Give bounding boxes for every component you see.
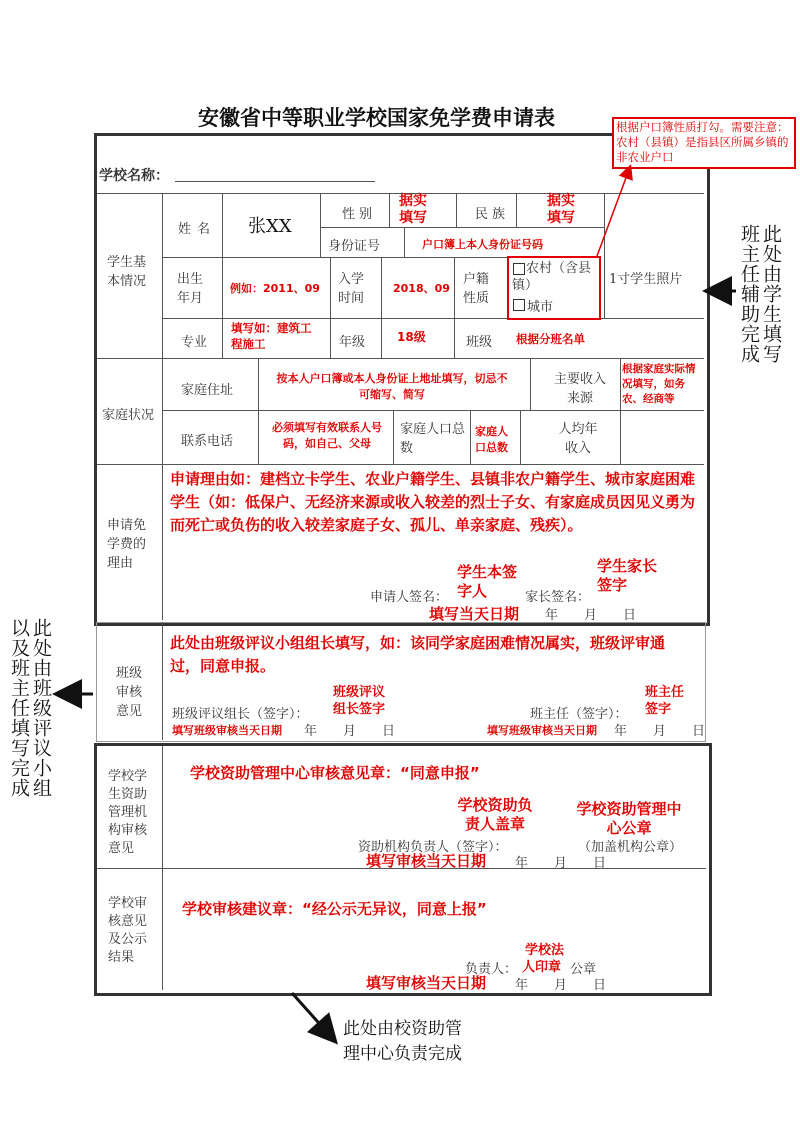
- bottom-annotation: 此处由校资助管理中心负责完成: [343, 1019, 462, 1064]
- left-annotation: 此处由班级评议小组以及班主任填写完成: [8, 618, 52, 798]
- photo-placeholder[interactable]: 1寸学生照片: [609, 272, 683, 287]
- student-section-label: 学生基本情况: [107, 255, 147, 289]
- reason-section-label: 申请免学费的理由: [107, 518, 147, 571]
- enroll-value[interactable]: 2018、09: [393, 282, 450, 295]
- birth-label: 出生年月: [177, 272, 204, 306]
- city-option: 城市: [527, 300, 554, 315]
- school-date-hint[interactable]: 填写审核当天日期: [366, 974, 487, 992]
- phone-label: 联系电话: [181, 434, 234, 449]
- birth-value[interactable]: 例如：2011、09: [230, 282, 320, 295]
- teacher-date-hint[interactable]: 填写班级审核当天日期: [487, 724, 597, 737]
- address-value[interactable]: 按本人户口簿或本人身份证上地址填写，切忌不可缩写、简写: [276, 372, 508, 401]
- aid-date-hint[interactable]: 填写审核当天日期: [366, 852, 487, 870]
- class-label: 班级: [466, 335, 493, 350]
- teacher-sign-hint[interactable]: 班主任签字: [645, 685, 685, 717]
- family-section-label: 家庭状况: [102, 408, 155, 423]
- major-label: 专业: [181, 335, 208, 350]
- enroll-label: 入学时间: [338, 272, 365, 306]
- applicant-sign-label: 申请人签名：: [370, 590, 449, 605]
- class-opinion-text[interactable]: 此处由班级评议小组组长填写，如：该同学家庭困难情况属实，班级评审通过，同意申报。: [170, 634, 666, 675]
- ethnicity-value[interactable]: 据实填写: [547, 193, 575, 226]
- id-value[interactable]: 户口簿上本人身份证号码: [422, 238, 543, 251]
- class-section-label: 班级审核意见: [116, 666, 143, 719]
- id-label: 身份证号: [328, 239, 381, 254]
- aid-section-label: 学校学生资助管理机构审核意见: [108, 769, 148, 856]
- class-value[interactable]: 根据分班名单: [516, 332, 585, 346]
- teacher-sign-label: 班主任（签字）：: [530, 707, 628, 722]
- gender-value[interactable]: 据实填写: [399, 193, 427, 226]
- aid-head-sign-label: 资助机构负责人（签字）：: [358, 840, 508, 855]
- school-date: 年 月 日: [515, 978, 607, 993]
- leader-date-hint[interactable]: 填写班级审核当天日期: [172, 724, 282, 737]
- rural-option: 农村（含县镇）: [512, 261, 592, 293]
- name-value[interactable]: 张XX: [248, 216, 292, 237]
- leader-date: 年 月 日: [304, 724, 396, 739]
- ethnicity-label: 民族: [475, 207, 510, 222]
- note-arrow: [597, 167, 630, 256]
- aid-opinion-text[interactable]: 学校资助管理中心审核意见章：“同意申报”: [190, 764, 480, 782]
- person-label: 负责人：: [465, 962, 518, 977]
- bottom-arrow: [292, 993, 334, 1040]
- address-label: 家庭住址: [181, 383, 234, 398]
- aid-seal-hint[interactable]: 学校资助管理中心公章: [576, 800, 682, 837]
- income-source-label: 主要收入来源: [553, 372, 606, 406]
- grade-label: 年级: [339, 335, 366, 350]
- aid-head-hint[interactable]: 学校资助负责人盖章: [457, 796, 533, 833]
- gender-label: 性别: [342, 207, 377, 222]
- population-label: 家庭人口总数: [400, 422, 466, 456]
- name-label: 姓名: [178, 222, 217, 237]
- legal-person-hint[interactable]: 人印章: [522, 960, 562, 975]
- right-annotation: 此处由学生填写班主任辅助完成: [738, 224, 782, 364]
- student-sign-hint[interactable]: 学生本签字人: [457, 563, 518, 600]
- leader-sign-hint[interactable]: 班级评议组长签字: [333, 685, 386, 717]
- teacher-date: 年 月 日: [614, 724, 706, 739]
- seal-suffix: 公章: [570, 962, 597, 977]
- leader-sign-label: 班级评议组长（签字）：: [172, 707, 309, 722]
- hukou-note-text: 根据户口簿性质打勾。需要注意：农村（县镇）是指县区所属乡镇的非农业户口: [616, 120, 789, 164]
- grade-value[interactable]: 18级: [397, 330, 426, 344]
- income-source-value[interactable]: 根据家庭实际情况填写，如务农、经商等: [622, 363, 696, 405]
- school-opinion-text[interactable]: 学校审核建议章：“经公示无异议，同意上报”: [182, 900, 487, 918]
- legal-person-hint-top[interactable]: 学校法: [525, 943, 565, 958]
- page-title: 安徽省中等职业学校国家免学费申请表: [198, 106, 555, 130]
- major-value[interactable]: 填写如：建筑工程施工: [231, 321, 312, 351]
- aid-seal-note: （加盖机构公章）: [578, 840, 683, 855]
- reason-date-hint[interactable]: 填写当天日期: [429, 605, 520, 623]
- reason-text[interactable]: 申请理由如：建档立卡学生、农业户籍学生、县镇非农户籍学生、城市家庭困难学生（如：低保户、无经济来源或收入较差的烈士子女、有家庭成员因见义勇为而死亡或负伤的收入较差家庭子女、孤儿、单亲家庭、残疾）。: [170, 470, 696, 534]
- parent-sign-hint[interactable]: 学生家长签字: [597, 557, 658, 594]
- hukou-label: 户籍性质: [463, 272, 490, 306]
- school-section-label: 学校审核意见及公示结果: [108, 896, 148, 965]
- school-name-label: 学校名称：: [99, 168, 169, 184]
- parent-sign-label: 家长签名：: [525, 590, 591, 605]
- population-value[interactable]: 家庭人口总数: [475, 425, 508, 454]
- aid-date: 年 月 日: [515, 856, 607, 871]
- per-capita-label: 人均年收入: [558, 422, 598, 456]
- phone-value[interactable]: 必须填写有效联系人号码，如自己、父母: [272, 421, 382, 450]
- reason-date: 年 月 日: [545, 608, 637, 623]
